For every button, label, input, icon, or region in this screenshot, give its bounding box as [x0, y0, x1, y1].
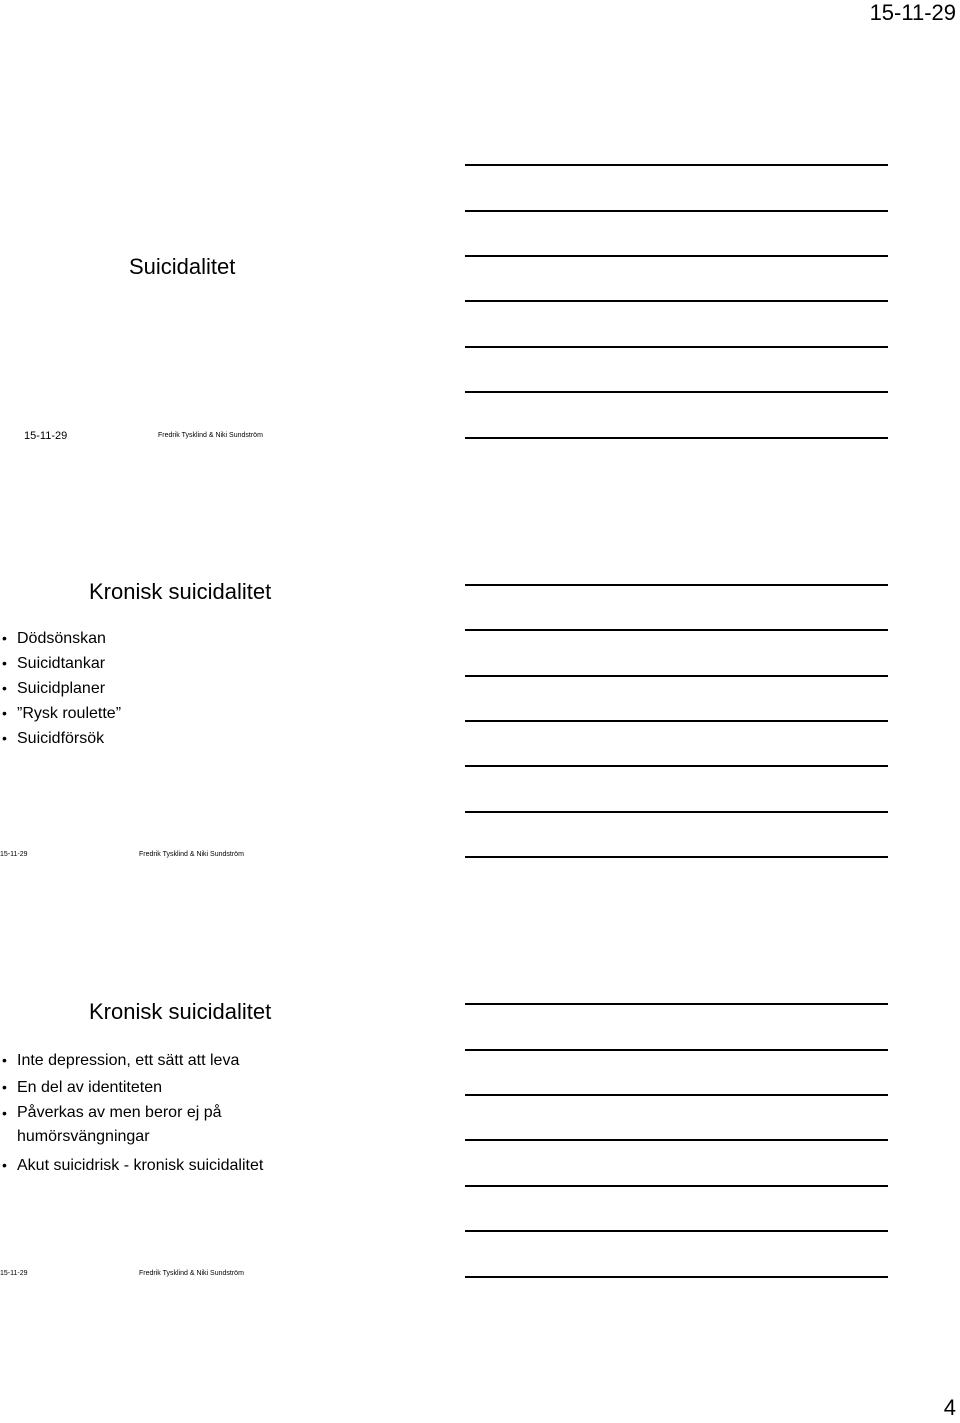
note-line: [465, 210, 888, 212]
slide-title: Kronisk suicidalitet: [89, 579, 272, 604]
note-line: [465, 255, 888, 257]
bullet-icon: •: [2, 1105, 7, 1121]
note-line: [465, 811, 888, 813]
bullet-item: • Suicidtankar: [0, 651, 121, 676]
bullet-item: • ”Rysk roulette”: [0, 701, 121, 726]
note-line: [465, 1094, 888, 1096]
note-line: [465, 164, 888, 166]
note-line: [465, 629, 888, 631]
note-line: [465, 1185, 888, 1187]
note-line: [465, 300, 888, 302]
page-header-date: 15-11-29: [869, 0, 956, 25]
bullet-item: • Inte depression, ett sätt att leva: [0, 1047, 300, 1074]
note-line: [465, 584, 888, 586]
note-line: [465, 1276, 888, 1278]
note-line: [465, 1049, 888, 1051]
bullet-item: • Dödsönskan: [0, 626, 121, 651]
bullet-icon: •: [2, 655, 7, 671]
slide-footer-authors: Fredrik Tysklind & Niki Sundström: [139, 851, 244, 858]
note-line: [465, 675, 888, 677]
bullet-icon: •: [2, 630, 7, 646]
note-line: [465, 391, 888, 393]
bullet-icon: •: [2, 680, 7, 696]
slide-footer-date: 15-11-29: [0, 851, 28, 858]
bullet-list: [0, 1047, 300, 1179]
note-line: [465, 720, 888, 722]
bullet-item: • Suicidförsök: [0, 726, 121, 751]
bullet-icon: •: [2, 730, 7, 746]
slide-title: Suicidalitet: [129, 254, 236, 279]
slide-title: Kronisk suicidalitet: [89, 999, 272, 1024]
slide-footer-date: 15-11-29: [0, 1270, 28, 1277]
note-line: [465, 1139, 888, 1141]
note-line: [465, 1230, 888, 1232]
note-line: [465, 1003, 888, 1005]
note-line: [465, 765, 888, 767]
note-line: [465, 346, 888, 348]
bullet-item: • Påverkas av men beror ej på humörsvängningar: [0, 1101, 247, 1149]
bullet-item: • Akut suicidrisk - kronisk suicidalitet: [0, 1152, 300, 1179]
slide-footer-authors: Fredrik Tysklind & Niki Sundström: [139, 1270, 244, 1277]
bullet-icon: •: [2, 1157, 7, 1173]
note-line: [465, 856, 888, 858]
bullet-item: • Suicidplaner: [0, 676, 121, 701]
bullet-list: [0, 626, 121, 751]
note-line: [465, 437, 888, 439]
bullet-icon: •: [2, 1079, 7, 1095]
slide-footer-date: 15-11-29: [24, 430, 68, 442]
slide-footer-authors: Fredrik Tysklind & Niki Sundström: [158, 432, 263, 439]
page-number: 4: [943, 1395, 956, 1420]
bullet-icon: •: [2, 705, 7, 721]
bullet-item: • En del av identiteten: [0, 1074, 300, 1101]
bullet-icon: •: [2, 1052, 7, 1068]
